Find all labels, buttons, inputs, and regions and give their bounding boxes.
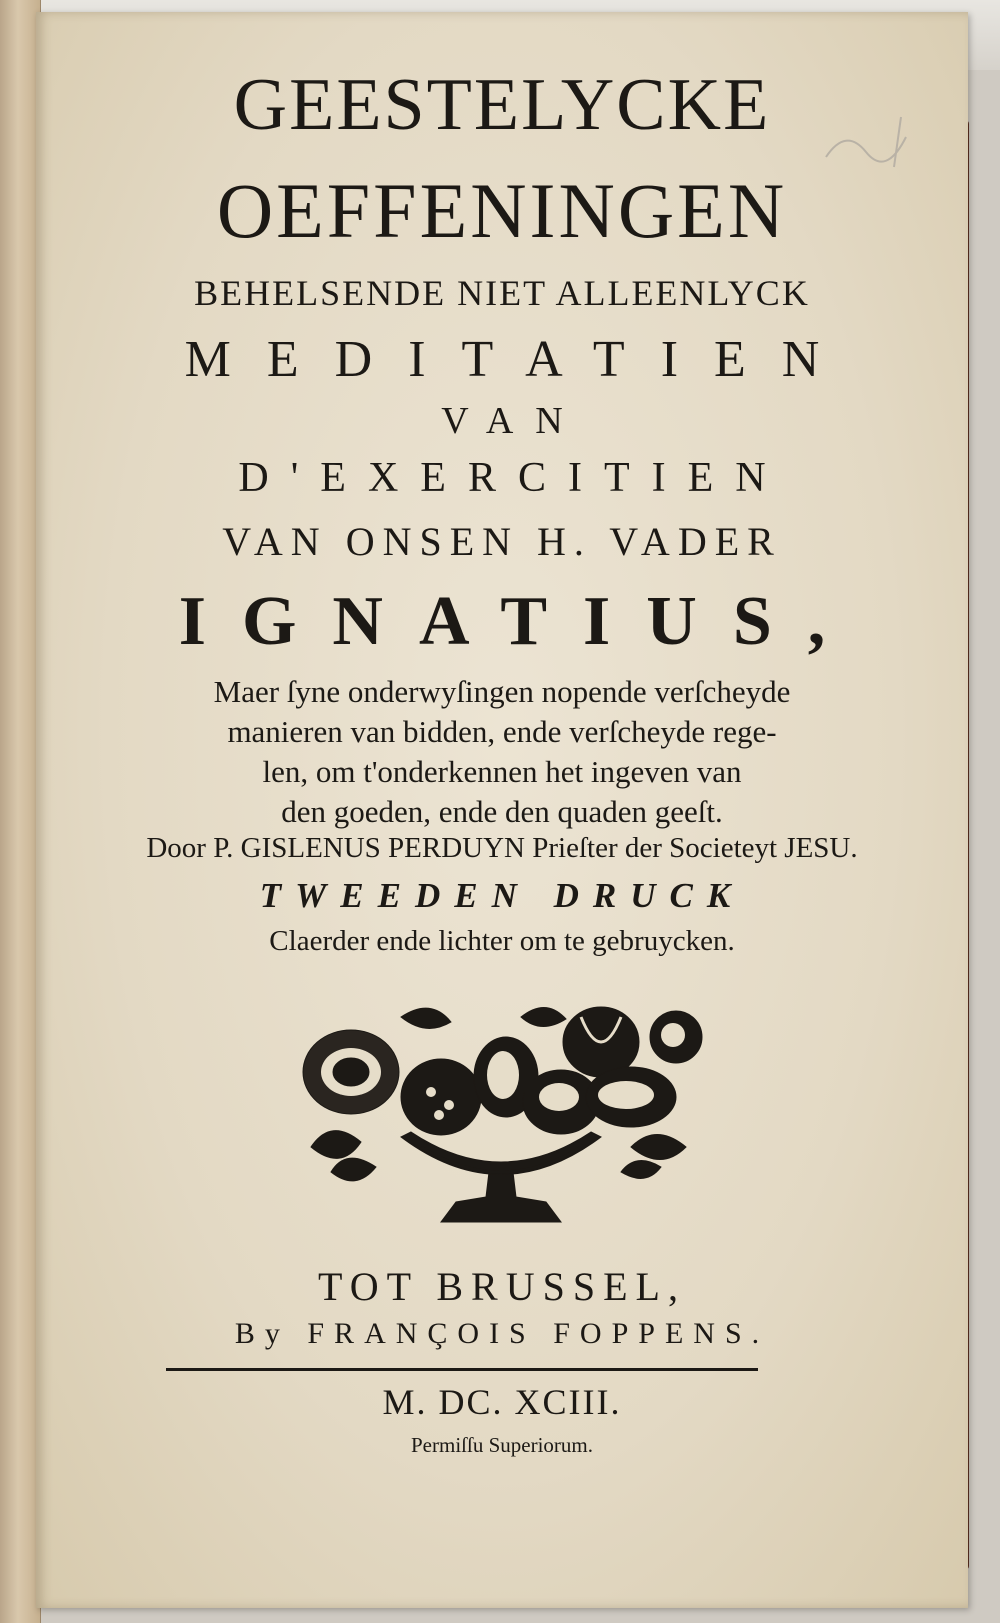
horizontal-rule bbox=[166, 1368, 758, 1371]
edition-note: Claerder ende lichter om te gebruycken. bbox=[269, 925, 735, 957]
exercitien-line: D'EXERCITIEN bbox=[238, 455, 788, 501]
description-line: den goeden, ende den quaden geeſt. bbox=[281, 794, 723, 829]
description-line: Maer ſyne onderwyſingen nopende verſcheyde bbox=[213, 674, 791, 709]
book-spine-edge bbox=[0, 0, 41, 1623]
author-line: Door P. GISLENUS PERDUYN Prieſter der Societeyt JESU. bbox=[146, 832, 858, 864]
vader-line: VAN ONSEN H. VADER bbox=[222, 519, 782, 564]
van-line: VAN bbox=[441, 400, 585, 442]
description-line: manieren van bidden, ende verſcheyde rege- bbox=[227, 714, 777, 749]
imprint-place: TOT BRUSSEL, bbox=[318, 1264, 686, 1309]
description-line: len, om t'onderkennen het ingeven van bbox=[262, 754, 742, 789]
permission-line: Permiſſu Superiorum. bbox=[411, 1433, 593, 1457]
title-line-1: GEESTELYCKE bbox=[233, 64, 771, 146]
title-page bbox=[36, 12, 968, 1608]
imprint-year: M. DC. XCIII. bbox=[382, 1382, 622, 1422]
fruit-bowl-woodcut bbox=[291, 997, 711, 1237]
ignatius-line: IGNATIUS, bbox=[178, 583, 862, 660]
edition-line: TWEEDEN DRUCK bbox=[259, 876, 745, 915]
meditatien-line: MEDITATIEN bbox=[184, 331, 856, 388]
subtitle-line: BEHELSENDE NIET ALLEENLYCK bbox=[194, 273, 810, 313]
imprint-printer: By FRANÇOIS FOPPENS. bbox=[234, 1317, 770, 1350]
title-line-2: OEFFENINGEN bbox=[216, 167, 788, 254]
description-paragraph bbox=[146, 672, 858, 832]
